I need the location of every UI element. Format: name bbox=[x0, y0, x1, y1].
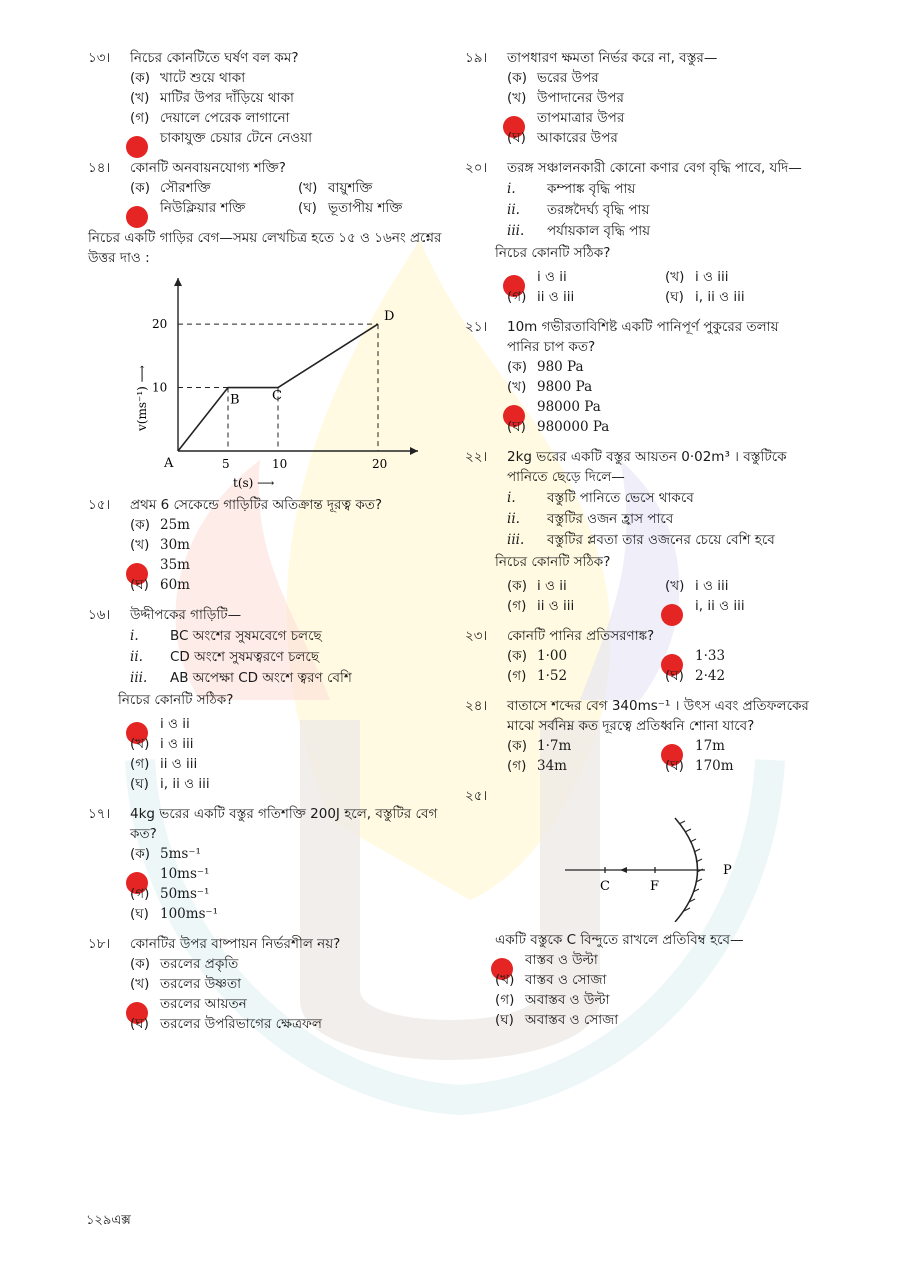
statement-label: i. bbox=[507, 489, 516, 506]
option-label: (ঘ) bbox=[130, 577, 149, 593]
question-number: ১৮। bbox=[88, 936, 111, 952]
option-kha[interactable] bbox=[298, 178, 458, 198]
option-text: বাস্তব ও সোজা bbox=[525, 972, 607, 988]
option-ka[interactable] bbox=[130, 954, 458, 974]
option-text: চাকাযুক্ত চেয়ার টেনে নেওয়া bbox=[160, 130, 313, 146]
option-text: ii ও iii bbox=[160, 756, 198, 772]
page-code: ১২৯এক্স bbox=[86, 1213, 131, 1228]
question-number: ১৬। bbox=[88, 607, 111, 623]
option-text: বাস্তব ও উল্টা bbox=[525, 952, 598, 968]
option-text: 1·7m bbox=[537, 738, 572, 754]
option-label: (ক) bbox=[130, 846, 150, 862]
option-kha[interactable] bbox=[665, 736, 815, 756]
option-text: 17m bbox=[695, 738, 725, 754]
question-number: ২২। bbox=[465, 449, 488, 465]
y-axis-label: v(ms⁻¹) ⟶ bbox=[135, 365, 149, 431]
option-label: (ঘ) bbox=[665, 758, 684, 774]
option-gha[interactable] bbox=[665, 287, 815, 307]
option-label: (ক) bbox=[130, 956, 150, 972]
option-label: (খ) bbox=[507, 379, 527, 395]
axis-arrow bbox=[620, 867, 627, 873]
question-text: প্রথম 6 সেকেন্ডে গাড়িটির অতিক্রান্ত দূরত্ব কত? bbox=[130, 497, 383, 513]
question-19 bbox=[465, 48, 815, 148]
velocity-time-chart bbox=[128, 276, 428, 491]
option-label: (খ) bbox=[130, 90, 150, 106]
option-label: (গ) bbox=[130, 110, 150, 126]
question-number: ১৫। bbox=[88, 497, 111, 513]
statement-text: বস্তুটি পানিতে ভেসে থাকবে bbox=[547, 489, 694, 506]
question-15 bbox=[88, 495, 458, 595]
option-text: 10ms⁻¹ bbox=[160, 866, 210, 882]
question-text: 4kg ভরের একটি বস্তুর গতিশক্তি 200J হলে, বস্তুটির বেগ কত? bbox=[130, 806, 438, 842]
option-kha[interactable] bbox=[130, 88, 458, 108]
option-text: তরলের আয়তন bbox=[160, 996, 247, 1012]
option-label: (ঘ) bbox=[665, 668, 684, 684]
option-text: 34m bbox=[537, 758, 567, 774]
option-ga[interactable] bbox=[507, 287, 657, 307]
option-text: 1·52 bbox=[537, 668, 568, 684]
option-text: সৌরশক্তি bbox=[160, 180, 211, 196]
option-text: i ও iii bbox=[695, 269, 729, 285]
option-gha[interactable] bbox=[495, 1010, 815, 1030]
question-number: ২০। bbox=[465, 160, 488, 176]
question-number: ২৩। bbox=[465, 628, 488, 644]
option-gha[interactable] bbox=[130, 1014, 458, 1034]
option-label: (ক) bbox=[130, 70, 150, 86]
option-label: (ক) bbox=[507, 70, 527, 86]
option-text: মাটির উপর দাঁড়িয়ে থাকা bbox=[160, 90, 294, 106]
question-text: তাপধারণ ক্ষমতা নির্ভর করে না, বস্তুর— bbox=[507, 50, 718, 66]
option-gha[interactable] bbox=[665, 666, 815, 686]
label-p: P bbox=[723, 863, 732, 878]
point-label-a: A bbox=[164, 456, 174, 471]
option-label: (ঘ) bbox=[130, 776, 149, 792]
statement-text: AB অপেক্ষা CD অংশে ত্বরণ বেশি bbox=[170, 669, 352, 686]
option-gha[interactable] bbox=[507, 417, 815, 437]
statement-ii bbox=[507, 199, 815, 220]
question-18 bbox=[88, 934, 458, 1034]
option-text: অবাস্তব ও উল্টা bbox=[525, 992, 610, 1008]
question-number: ২১। bbox=[465, 319, 488, 335]
option-label: (ঘ) bbox=[130, 1016, 149, 1032]
statement-label: iii. bbox=[507, 222, 525, 239]
sub-question: নিচের কোনটি সঠিক? bbox=[495, 245, 611, 261]
option-ka[interactable] bbox=[507, 68, 815, 88]
graph-intro bbox=[88, 228, 458, 268]
option-ka[interactable] bbox=[507, 646, 657, 666]
option-label: (গ) bbox=[507, 598, 527, 614]
question-text: নিচের কোনটিতে ঘর্ষণ বল কম? bbox=[130, 50, 299, 66]
option-label: (খ) bbox=[507, 90, 527, 106]
option-ga[interactable] bbox=[130, 555, 458, 575]
option-kha[interactable] bbox=[665, 267, 815, 287]
option-label: (খ) bbox=[298, 180, 318, 196]
option-text: খাটে শুয়ে থাকা bbox=[160, 70, 246, 86]
option-label: (ক) bbox=[507, 738, 527, 754]
option-ka[interactable] bbox=[507, 576, 657, 596]
option-ka[interactable] bbox=[507, 736, 657, 756]
option-text: 1·33 bbox=[695, 648, 726, 664]
question-text: বাতাসে শব্দের বেগ 340ms⁻¹ । উৎস এবং প্রতিফলকের মাঝে সর্বনিম্ন কত দূরত্বে প্রতিধ্বনি শোনা যাবে? bbox=[507, 698, 809, 734]
option-text: i ও iii bbox=[160, 736, 194, 752]
option-ka[interactable] bbox=[130, 844, 458, 864]
option-text: ii ও iii bbox=[537, 598, 575, 614]
option-ga[interactable] bbox=[130, 754, 458, 774]
question-text: কোনটির উপর বাষ্পায়ন নির্ভরশীল নয়? bbox=[130, 936, 341, 952]
question-20 bbox=[465, 158, 815, 307]
statement-label: iii. bbox=[507, 531, 525, 548]
option-kha[interactable] bbox=[665, 576, 815, 596]
x-axis-arrow bbox=[410, 447, 418, 455]
option-text: i, ii ও iii bbox=[695, 598, 745, 614]
statement-text: তরঙ্গদৈর্ঘ্য বৃদ্ধি পায় bbox=[547, 201, 650, 218]
option-text: তরলের উপরিভাগের ক্ষেত্রফল bbox=[160, 1016, 322, 1032]
label-c: C bbox=[600, 879, 610, 894]
statement-ii bbox=[507, 508, 815, 529]
option-label: (গ) bbox=[507, 668, 527, 684]
point-label-b: B bbox=[230, 392, 240, 408]
option-label: (খ) bbox=[130, 537, 150, 553]
option-text: বায়ুশক্তি bbox=[328, 180, 373, 196]
question-13 bbox=[88, 48, 458, 148]
option-label: (ঘ) bbox=[507, 130, 526, 146]
question-number: ১৩। bbox=[88, 50, 111, 66]
option-text: i ও iii bbox=[695, 578, 729, 594]
option-ka[interactable] bbox=[130, 515, 458, 535]
question-number: ২৪। bbox=[465, 698, 488, 714]
option-text: i, ii ও iii bbox=[695, 289, 745, 305]
statement-label: i. bbox=[130, 627, 139, 644]
question-24 bbox=[465, 696, 815, 776]
option-ga[interactable] bbox=[507, 397, 815, 417]
statement-label: i. bbox=[507, 180, 516, 197]
option-kha[interactable] bbox=[130, 734, 458, 754]
option-ka[interactable] bbox=[130, 68, 458, 88]
option-ka[interactable] bbox=[130, 178, 290, 198]
statement-iii bbox=[507, 529, 815, 550]
option-text: 9800 Pa bbox=[537, 379, 593, 395]
question-17 bbox=[88, 804, 458, 924]
option-text: অবাস্তব ও সোজা bbox=[525, 1012, 619, 1028]
option-kha[interactable] bbox=[495, 970, 815, 990]
option-label: (ক) bbox=[130, 517, 150, 533]
option-kha[interactable] bbox=[130, 864, 458, 884]
option-text: ii ও iii bbox=[537, 289, 575, 305]
option-ka[interactable] bbox=[130, 714, 458, 734]
option-ka[interactable] bbox=[507, 357, 815, 377]
option-label: (ঘ) bbox=[298, 200, 317, 216]
option-label: (ঘ) bbox=[507, 419, 526, 435]
option-kha[interactable] bbox=[130, 535, 458, 555]
statement-i bbox=[507, 178, 815, 199]
option-text: 100ms⁻¹ bbox=[160, 906, 219, 922]
option-text: i ও ii bbox=[537, 269, 567, 285]
question-22 bbox=[465, 447, 815, 616]
statement-i bbox=[130, 625, 458, 646]
answer-mark bbox=[661, 604, 683, 626]
option-label: (ঘ) bbox=[495, 1012, 514, 1028]
option-gha[interactable] bbox=[298, 198, 458, 218]
option-gha[interactable] bbox=[130, 575, 458, 595]
statement-text: বস্তুটির ওজন হ্রাস পাবে bbox=[547, 510, 674, 527]
option-gha[interactable] bbox=[665, 596, 815, 616]
statement-i bbox=[507, 487, 815, 508]
option-label: (গ) bbox=[130, 886, 150, 902]
y-axis-arrow bbox=[174, 278, 182, 286]
option-text: উপাদানের উপর bbox=[537, 90, 624, 106]
statement-label: ii. bbox=[507, 201, 520, 218]
question-number: ১৪। bbox=[88, 160, 111, 176]
question-number: ১৭। bbox=[88, 806, 111, 822]
option-text: i, ii ও iii bbox=[160, 776, 210, 792]
option-ga[interactable] bbox=[495, 990, 815, 1010]
option-text: 98000 Pa bbox=[537, 399, 601, 415]
option-text: 5ms⁻¹ bbox=[160, 846, 201, 862]
option-label: (ঘ) bbox=[665, 289, 684, 305]
option-text: তরলের উষ্ণতা bbox=[160, 976, 242, 992]
option-label: (গ) bbox=[495, 992, 515, 1008]
statement-text: BC অংশের সুষমবেগে চলছে bbox=[170, 627, 322, 644]
statement-iii bbox=[507, 220, 815, 241]
option-text: আকারের উপর bbox=[537, 130, 618, 146]
answer-mark bbox=[126, 206, 148, 228]
option-text: 35m bbox=[160, 557, 190, 573]
option-gha[interactable] bbox=[130, 904, 458, 924]
question-text: একটি বস্তুকে C বিন্দুতে রাখলে প্রতিবিম্ব হবে— bbox=[495, 932, 744, 948]
option-label: (খ) bbox=[130, 736, 150, 752]
question-text: 2kg ভরের একটি বস্তুর আয়তন 0·02m³ । বস্তুটিকে পানিতে ছেড়ে দিলে— bbox=[507, 449, 787, 485]
statement-label: iii. bbox=[130, 669, 148, 686]
option-ga[interactable] bbox=[130, 994, 458, 1014]
option-label: (খ) bbox=[665, 578, 685, 594]
option-ka[interactable] bbox=[495, 950, 815, 970]
option-label: (গ) bbox=[507, 758, 527, 774]
option-text: 980 Pa bbox=[537, 359, 584, 375]
option-kha[interactable] bbox=[130, 974, 458, 994]
statement-text: CD অংশে সুষমত্বরণে চলছে bbox=[170, 648, 320, 665]
option-gha[interactable] bbox=[507, 128, 815, 148]
option-text: ভরের উপর bbox=[537, 70, 599, 86]
option-label: (খ) bbox=[495, 972, 515, 988]
x-tick-label: 20 bbox=[372, 457, 388, 471]
graph-intro-text: নিচের একটি গাড়ির বেগ—সময় লেখচিত্র হতে ১৫ ও ১৬নং প্রশ্নের উত্তর দাও : bbox=[88, 230, 442, 266]
option-ga[interactable] bbox=[507, 756, 657, 776]
option-text: 170m bbox=[695, 758, 734, 774]
question-21 bbox=[465, 317, 815, 437]
option-text: 60m bbox=[160, 577, 190, 593]
option-text: তরলের প্রকৃতি bbox=[160, 956, 239, 972]
option-ga[interactable] bbox=[130, 198, 290, 218]
option-text: 1·00 bbox=[537, 648, 568, 664]
option-label: (খ) bbox=[130, 976, 150, 992]
option-label: (ঘ) bbox=[130, 906, 149, 922]
option-text: i ও ii bbox=[160, 716, 190, 732]
x-axis-label: t(s) ⟶ bbox=[233, 476, 275, 490]
option-ka[interactable] bbox=[507, 267, 657, 287]
point-label-c: C bbox=[272, 388, 282, 404]
question-text: কোনটি অনবায়নযোগ্য শক্তি? bbox=[130, 160, 286, 176]
option-kha[interactable] bbox=[665, 646, 815, 666]
option-text: ভূতাপীয় শক্তি bbox=[328, 200, 403, 216]
option-text: 30m bbox=[160, 537, 190, 553]
question-16 bbox=[88, 605, 458, 794]
option-ga[interactable] bbox=[507, 596, 657, 616]
option-label: (ক) bbox=[130, 180, 150, 196]
question-25 bbox=[465, 786, 815, 1030]
option-text: 980000 Pa bbox=[537, 419, 610, 435]
option-text: 50ms⁻¹ bbox=[160, 886, 210, 902]
y-tick-label: 20 bbox=[152, 317, 168, 332]
option-ga[interactable] bbox=[130, 884, 458, 904]
option-kha[interactable] bbox=[507, 377, 815, 397]
statement-text: পর্যায়কাল বৃদ্ধি পায় bbox=[547, 222, 651, 239]
option-label: (গ) bbox=[130, 756, 150, 772]
statement-iii bbox=[130, 667, 458, 688]
statement-label: ii. bbox=[130, 648, 143, 665]
statement-text: বস্তুটির প্লবতা তার ওজনের চেয়ে বেশি হবে bbox=[547, 531, 775, 548]
option-ga[interactable] bbox=[507, 108, 815, 128]
option-text: তাপমাত্রার উপর bbox=[537, 110, 625, 126]
option-text: দেয়ালে পেরেক লাগানো bbox=[160, 110, 290, 126]
option-text: i ও ii bbox=[537, 578, 567, 594]
question-23 bbox=[465, 626, 815, 686]
question-text: কোনটি পানির প্রতিসরণাঙ্ক? bbox=[507, 628, 655, 644]
sub-question: নিচের কোনটি সঠিক? bbox=[118, 692, 234, 708]
y-tick-label: 10 bbox=[152, 380, 168, 395]
option-text: নিউক্লিয়ার শক্তি bbox=[160, 200, 246, 216]
option-text: 25m bbox=[160, 517, 190, 533]
option-ga[interactable] bbox=[130, 108, 458, 128]
option-gha[interactable] bbox=[665, 756, 815, 776]
statement-label: ii. bbox=[507, 510, 520, 527]
question-14 bbox=[88, 158, 458, 218]
question-number: ২৫। bbox=[465, 788, 488, 804]
option-kha[interactable] bbox=[507, 88, 815, 108]
option-label: (গ) bbox=[507, 289, 527, 305]
option-label: (খ) bbox=[665, 269, 685, 285]
answer-mark bbox=[126, 136, 148, 158]
concave-mirror-diagram bbox=[545, 812, 745, 922]
question-text: তরঙ্গ সঞ্চালনকারী কোনো কণার বেগ বৃদ্ধি পাবে, যদি— bbox=[507, 160, 802, 176]
option-gha[interactable] bbox=[130, 774, 458, 794]
option-ga[interactable] bbox=[507, 666, 657, 686]
option-label: (ক) bbox=[507, 359, 527, 375]
statement-text: কম্পাঙ্ক বৃদ্ধি পায় bbox=[547, 180, 636, 197]
sub-question: নিচের কোনটি সঠিক? bbox=[495, 554, 611, 570]
x-tick-label: 5 bbox=[222, 457, 230, 471]
question-number: ১৯। bbox=[465, 50, 488, 66]
question-text: 10m গভীরতাবিশিষ্ট একটি পানিপূর্ণ পুকুরের তলায় পানির চাপ কত? bbox=[507, 319, 779, 355]
statement-ii bbox=[130, 646, 458, 667]
point-label-d: D bbox=[384, 309, 395, 325]
option-gha[interactable] bbox=[130, 128, 458, 148]
option-text: 2·42 bbox=[695, 668, 726, 684]
option-label: (ক) bbox=[507, 578, 527, 594]
question-text: উদ্দীপকের গাড়িটি— bbox=[130, 607, 242, 623]
x-tick-label: 10 bbox=[272, 457, 288, 471]
option-label: (ক) bbox=[507, 648, 527, 664]
label-f: F bbox=[650, 879, 660, 894]
